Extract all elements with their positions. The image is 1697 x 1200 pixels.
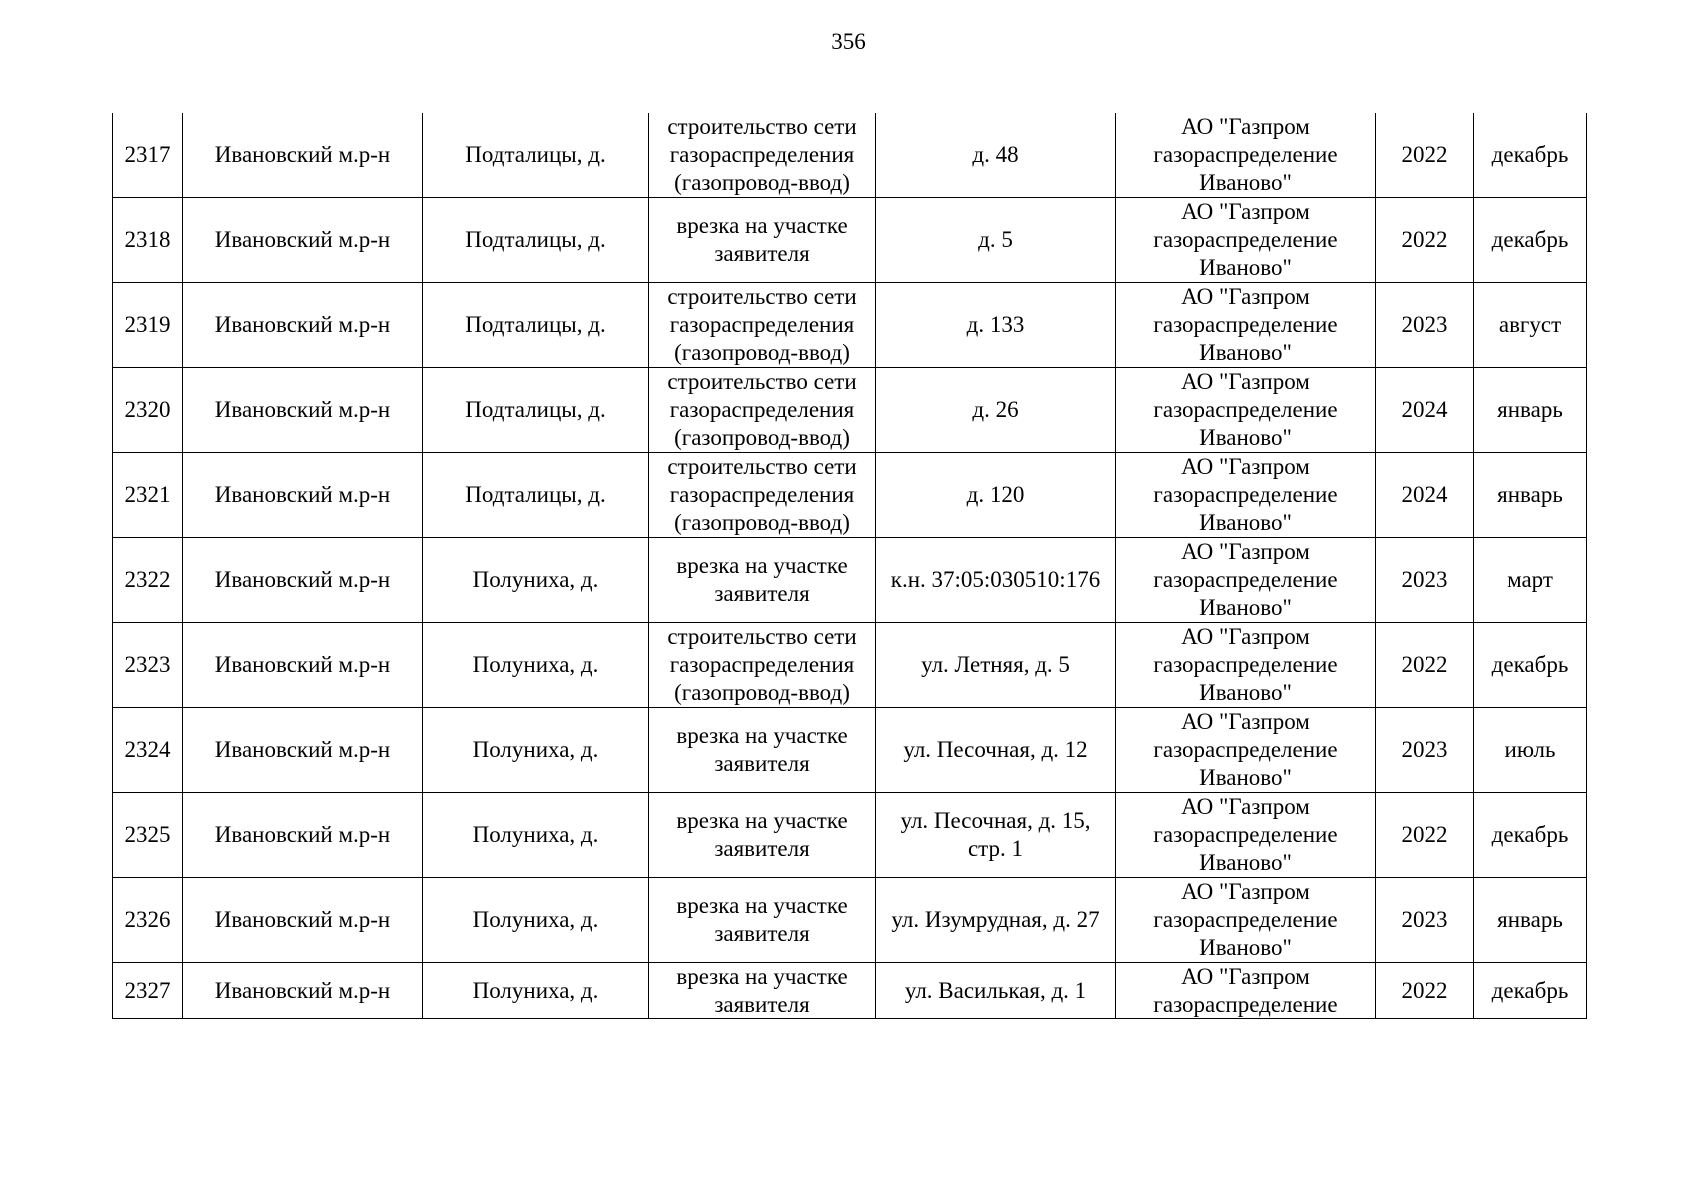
district-cell: Ивановский м.р-н bbox=[183, 793, 423, 878]
address-cell: д. 5 bbox=[876, 198, 1116, 283]
address-text: ул. Василькая, д. 1 bbox=[904, 977, 1087, 1003]
district-cell: Ивановский м.р-н bbox=[183, 453, 423, 538]
district-cell: Ивановский м.р-н bbox=[183, 708, 423, 793]
organization-cell bbox=[1116, 963, 1376, 1019]
year-cell: 2024 bbox=[1376, 453, 1474, 538]
locality-cell: Подталицы, д. bbox=[423, 113, 649, 198]
organization-cell: АО "Газпром газораспределение Иваново" bbox=[1116, 623, 1376, 708]
year-text: 2022 bbox=[1401, 977, 1448, 1003]
month-cell: декабрь bbox=[1474, 623, 1587, 708]
address-cell: ул. Песочная, д. 15, стр. 1 bbox=[876, 793, 1116, 878]
page-number: 356 bbox=[831, 29, 866, 54]
work-type-cell: врезка на участке заявителя bbox=[649, 538, 876, 623]
district-cell bbox=[183, 963, 423, 1019]
work-type-cell: строительство сети газораспределения (газопровод-ввод) bbox=[649, 368, 876, 453]
address-cell: ул. Песочная, д. 12 bbox=[876, 708, 1116, 793]
row-number: 2321 bbox=[113, 453, 183, 538]
locality-cell: Полуниха, д. bbox=[423, 623, 649, 708]
table-row bbox=[113, 538, 1587, 623]
row-number: 2322 bbox=[113, 538, 183, 623]
organization-cell: АО "Газпром газораспределение Иваново" bbox=[1116, 283, 1376, 368]
year-cell bbox=[1376, 963, 1474, 1019]
year-cell: 2022 bbox=[1376, 793, 1474, 878]
row-number: 2319 bbox=[113, 283, 183, 368]
work-type-cell: врезка на участке заявителя bbox=[649, 198, 876, 283]
row-number: 2317 bbox=[113, 113, 183, 198]
year-cell: 2023 bbox=[1376, 283, 1474, 368]
month-cell: март bbox=[1474, 538, 1587, 623]
row-number: 2325 bbox=[113, 793, 183, 878]
table-row bbox=[113, 368, 1587, 453]
row-number: 2326 bbox=[113, 878, 183, 963]
row-number: 2320 bbox=[113, 368, 183, 453]
table-row bbox=[113, 878, 1587, 963]
work-type-cell: строительство сети газораспределения (газопровод-ввод) bbox=[649, 113, 876, 198]
month-cell: январь bbox=[1474, 368, 1587, 453]
address-cell: ул. Изумрудная, д. 27 bbox=[876, 878, 1116, 963]
year-cell: 2024 bbox=[1376, 368, 1474, 453]
address-cell: ул. Летняя, д. 5 bbox=[876, 623, 1116, 708]
year-cell: 2022 bbox=[1376, 113, 1474, 198]
year-cell: 2023 bbox=[1376, 708, 1474, 793]
year-cell: 2022 bbox=[1376, 623, 1474, 708]
month-text: декабрь bbox=[1491, 977, 1569, 1003]
month-cell: июль bbox=[1474, 708, 1587, 793]
organization-cell: АО "Газпром газораспределение Иваново" bbox=[1116, 368, 1376, 453]
year-cell: 2023 bbox=[1376, 878, 1474, 963]
work-type-cell: врезка на участке заявителя bbox=[649, 708, 876, 793]
table-row bbox=[113, 793, 1587, 878]
district-cell: Ивановский м.р-н bbox=[183, 878, 423, 963]
locality-cell: Подталицы, д. bbox=[423, 453, 649, 538]
district-cell: Ивановский м.р-н bbox=[183, 113, 423, 198]
works-table bbox=[112, 113, 1587, 1019]
organization-text: АО "Газпром газораспределение bbox=[1153, 964, 1338, 1017]
district-text: Ивановский м.р-н bbox=[214, 977, 391, 1003]
work-type-cell bbox=[649, 963, 876, 1019]
address-cell: д. 133 bbox=[876, 283, 1116, 368]
locality-text: Полуниха, д. bbox=[472, 977, 599, 1003]
row-number: 2323 bbox=[113, 623, 183, 708]
address-cell: д. 26 bbox=[876, 368, 1116, 453]
address-cell bbox=[876, 963, 1116, 1019]
district-cell: Ивановский м.р-н bbox=[183, 368, 423, 453]
work-type-cell: строительство сети газораспределения (газопровод-ввод) bbox=[649, 453, 876, 538]
organization-cell: АО "Газпром газораспределение Иваново" bbox=[1116, 793, 1376, 878]
table-row bbox=[113, 198, 1587, 283]
row-number bbox=[113, 963, 183, 1019]
table-row bbox=[113, 113, 1587, 198]
table-row bbox=[113, 623, 1587, 708]
locality-cell: Подталицы, д. bbox=[423, 198, 649, 283]
table-row bbox=[113, 963, 1587, 1019]
organization-cell: АО "Газпром газораспределение Иваново" bbox=[1116, 198, 1376, 283]
address-cell: к.н. 37:05:030510:176 bbox=[876, 538, 1116, 623]
work-type-text: врезка на участке заявителя bbox=[676, 964, 848, 1017]
organization-cell: АО "Газпром газораспределение Иваново" bbox=[1116, 538, 1376, 623]
locality-cell: Полуниха, д. bbox=[423, 708, 649, 793]
organization-cell: АО "Газпром газораспределение Иваново" bbox=[1116, 113, 1376, 198]
month-cell: декабрь bbox=[1474, 198, 1587, 283]
work-type-cell: врезка на участке заявителя bbox=[649, 793, 876, 878]
table-row bbox=[113, 453, 1587, 538]
month-cell bbox=[1474, 963, 1587, 1019]
address-cell: д. 120 bbox=[876, 453, 1116, 538]
year-cell: 2023 bbox=[1376, 538, 1474, 623]
work-type-cell: врезка на участке заявителя bbox=[649, 878, 876, 963]
table-row bbox=[113, 708, 1587, 793]
month-cell: январь bbox=[1474, 878, 1587, 963]
address-cell: д. 48 bbox=[876, 113, 1116, 198]
district-cell: Ивановский м.р-н bbox=[183, 623, 423, 708]
organization-cell: АО "Газпром газораспределение Иваново" bbox=[1116, 453, 1376, 538]
district-cell: Ивановский м.р-н bbox=[183, 198, 423, 283]
district-cell: Ивановский м.р-н bbox=[183, 283, 423, 368]
row-number: 2318 bbox=[113, 198, 183, 283]
locality-cell: Полуниха, д. bbox=[423, 793, 649, 878]
locality-cell: Полуниха, д. bbox=[423, 878, 649, 963]
table-row bbox=[113, 283, 1587, 368]
row-number: 2324 bbox=[113, 708, 183, 793]
work-type-cell: строительство сети газораспределения (газопровод-ввод) bbox=[649, 623, 876, 708]
locality-cell: Подталицы, д. bbox=[423, 283, 649, 368]
year-cell: 2022 bbox=[1376, 198, 1474, 283]
month-cell: декабрь bbox=[1474, 793, 1587, 878]
district-cell: Ивановский м.р-н bbox=[183, 538, 423, 623]
locality-cell bbox=[423, 963, 649, 1019]
month-cell: декабрь bbox=[1474, 113, 1587, 198]
month-cell: январь bbox=[1474, 453, 1587, 538]
work-type-cell: строительство сети газораспределения (газопровод-ввод) bbox=[649, 283, 876, 368]
organization-cell: АО "Газпром газораспределение Иваново" bbox=[1116, 878, 1376, 963]
locality-cell: Полуниха, д. bbox=[423, 538, 649, 623]
month-cell: август bbox=[1474, 283, 1587, 368]
locality-cell: Подталицы, д. bbox=[423, 368, 649, 453]
organization-cell: АО "Газпром газораспределение Иваново" bbox=[1116, 708, 1376, 793]
row-number-text: 2327 bbox=[124, 977, 171, 1003]
